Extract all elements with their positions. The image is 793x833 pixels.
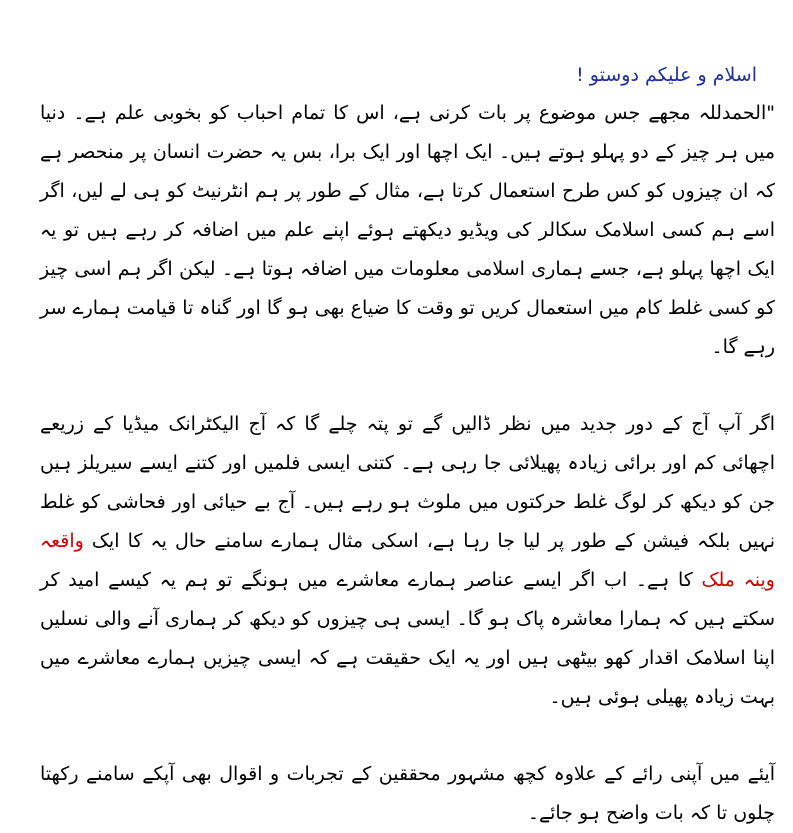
paragraph-intro: "الحمدللہ مجھے جس موضوع پر بات کرنی ہے، اس کا تمام احباب کو بخوبی علم ہے۔ دنیا میں ہر چیز کے دو پہلو ہوتے ہیں۔ ایک اچھا اور ایک برا، بس یہ حضرت انسان پر منحصر ہے کہ ان چیزوں کو کس طرح استعمال کرتا ہے، مثال کے طور پر ہم انٹرنیٹ کو ہی لے لیں، اگر اسے ہم کسی اسلامک سکالر کی ویڈیو دیکھتے ہوئے اپنے علم میں اضافہ کر رہے ہیں تو یہ ایک اچھا پہلو ہے، جسے ہماری اسلامی معلومات میں اضافہ ہوتا ہے۔ لیکن اگر ہم اسی چیز کو کسی غلط کام میں استعمال کریں تو وقت کا ضیاع بھی ہو گا اور گناہ تا قیامت ہمارے سر رہے گا۔ xyxy=(40,102,775,358)
paragraph-media xyxy=(40,405,775,717)
paragraph-conclusion: آیئے میں آپنی رائے کے علاوہ کچھ مشہور محققین کے تجربات و اقوال بھی آپکے سامنے رکھتا چلوں تا کہ بات واضح ہو جائے۔ xyxy=(40,763,775,824)
document-body xyxy=(40,60,775,833)
paragraph-media-text-start: اگر آپ آج کے دور جدید میں نظر ڈالیں گے تو پتہ چلے گا کہ آج الیکٹرانک میڈیا کے زریعے اچھائی کم اور برائی زیادہ پھیلائی جا رہی ہے۔ کتنی ایسی فلمیں اور کتنے ایسے سیریلز ہیں جن کو دیکھ کر لوگ غلط حرکتوں میں ملوث ہو رہے ہیں۔ آج بے حیائی اور فحاشی کو غلط نہیں بلکہ فیشن کے طور پر لیا جا رہا ہے، اسکی مثال ہمارے سامنے حال یہ کا ایک xyxy=(40,413,775,552)
paragraph-media-text-end: کا ہے۔ اب اگر ایسے عناصر ہمارے معاشرے میں ہونگے تو ہم یہ کیسے امید کر سکتے ہیں کہ ہمارا معاشرہ پاک ہو گا۔ ایسی ہی چیزوں کو دیکھ کر ہماری آنے والی نسلیں اپنا اسلامک اقدار کھو بیٹھی ہیں اور یہ ایک حقیقت ہے کہ ایسی چیزیں ہمارے معاشرے میں بہت زیادہ پھیلی ہوئی ہیں۔ xyxy=(40,569,775,708)
highlighted-phrase: واقعہ وینہ ملک xyxy=(40,530,775,591)
greeting-heading: اسلام و علیکم دوستو ! xyxy=(576,64,757,86)
